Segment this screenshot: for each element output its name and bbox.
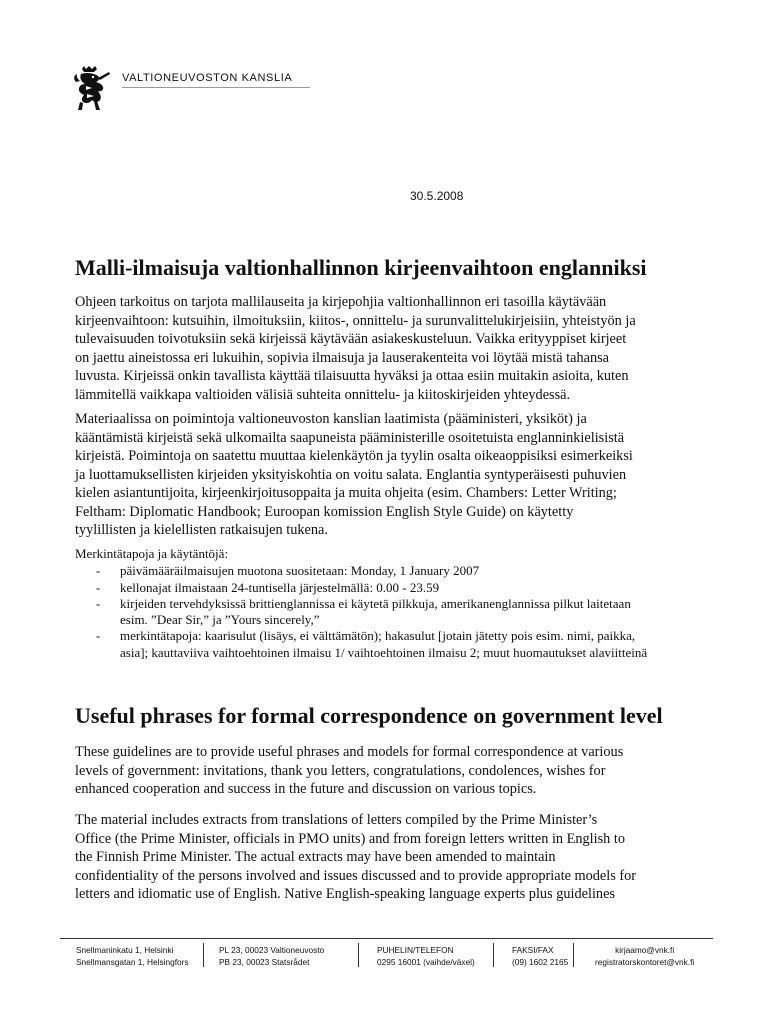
conventions-block <box>75 546 725 661</box>
english-paragraph-1 <box>75 743 715 799</box>
conventions-list <box>75 563 725 661</box>
text-line: lämmitellä vaikkapa valtioiden välisiä suhteita onnittelu- ja kiitoskirjeiden yhteydessä. <box>75 386 571 403</box>
footer-divider <box>358 943 359 967</box>
list-item <box>75 563 725 579</box>
list-item <box>75 628 725 661</box>
footer-postal-sv: PB 23, 00023 Statsrådet <box>219 956 310 967</box>
footer-fax-label: FAKSI/FAX <box>512 945 554 955</box>
footer-address-sv: Snellmansgatan 1, Helsingfors <box>76 956 189 967</box>
document-date: 30.5.2008 <box>410 189 464 203</box>
text-line: luvusta. Kirjeissä onkin tavallista käyttää tilaisuutta hyväksi ja ottaa esiin muitakin asioita, kuten <box>75 368 629 384</box>
footer-postal <box>219 945 324 968</box>
finnish-paragraph-2 <box>75 410 715 540</box>
list-item-text: kellonajat ilmaistaan 24-tuntisella järjestelmällä: 0.00 - 23.59 <box>120 579 440 595</box>
footer-phone <box>377 945 475 968</box>
english-paragraph-2 <box>75 811 715 904</box>
footer-email-fi[interactable]: kirjaamo@vnk.fi <box>615 945 675 955</box>
text-line: levels of government: invitations, thank you letters, congratulations, condolences, wishes for <box>75 762 606 779</box>
text-line: letters and idiomatic use of English. Native English-speaking language experts plus guidelines <box>75 886 615 902</box>
text-line: the Finnish Prime Minister. The actual extracts may have been amended to maintain <box>75 849 556 865</box>
text-line: Materiaalissa on poimintoja valtioneuvoston kanslian laatimista (pääministeri, yksiköt) ja <box>75 411 587 427</box>
list-item <box>75 580 725 596</box>
footer-divider <box>203 943 204 967</box>
footer-fax <box>512 945 568 968</box>
list-dash: - <box>96 563 101 579</box>
list-item-text: esim. ”Dear Sir,” ja ”Yours sincerely,” <box>120 612 320 628</box>
conventions-heading: Merkintätapoja ja käytäntöjä: <box>75 546 229 561</box>
finnish-lion-crest-icon <box>72 66 112 112</box>
list-dash: - <box>96 579 101 595</box>
text-line: on jaettu aineistossa eri lukuihin, sopivia ilmaisuja ja lauserakenteita voi löytää mistä tahansa <box>75 349 610 366</box>
list-dash: - <box>96 595 101 611</box>
list-item-text: päivämääräilmaisujen muotona suositetaan: Monday, 1 January 2007 <box>120 563 480 579</box>
text-line: Office (the Prime Minister, officials in PMO units) and from foreign letters written in English to <box>75 830 626 847</box>
text-line: kielen asiantuntijoita, kirjeenkirjoitusoppaita ja muita ohjeita (esim. Chambers: Letter Writing; <box>75 485 617 501</box>
text-line: These guidelines are to provide useful phrases and models for formal correspondence at various <box>75 744 624 760</box>
text-line: kirjeistä. Poimintoja on saatettu muuttaa kielenkäytön ja tyylin osalta oikeaoppisiksi esimerkeiksi <box>75 448 633 464</box>
text-line: Ohjeen tarkoitus on tarjota mallilauseita ja kirjepohjia valtionhallinnon eri tasoilla käytävään <box>75 294 607 310</box>
footer-divider <box>493 943 494 967</box>
finnish-paragraph-1 <box>75 293 715 404</box>
finnish-title: Malli-ilmaisuja valtionhallinnon kirjeenvaihtoon englanniksi <box>75 255 647 280</box>
text-line: ja luottamuksellisten kirjeiden yksityiskohtia on voitu salata. Englantia syntyperäisesti puhuvien <box>75 466 627 483</box>
footer-address-fi: Snellmaninkatu 1, Helsinki <box>76 945 174 955</box>
footer-address <box>76 945 189 968</box>
organization-name: VALTIONEUVOSTON KANSLIA <box>122 72 293 84</box>
footer-email <box>595 945 694 968</box>
footer-divider <box>573 943 574 967</box>
text-line: The material includes extracts from translations of letters compiled by the Prime Minister’s <box>75 812 598 828</box>
text-line: kääntämistä kirjeistä sekä ulkomailta saapuneista pääministerille osoitetuista englanninkielisistä <box>75 429 625 446</box>
footer-email-sv[interactable]: registratorskontoret@vnk.fi <box>595 956 695 967</box>
text-line: Feltham: Diplomatic Handbook; Euroopan komission English Style Guide) on käytetty <box>75 503 574 520</box>
footer-phone-value: 0295 16001 (vaihde/växel) <box>377 956 475 967</box>
text-line: confidentiality of the persons involved and issues discussed and to provide appropriate models for <box>75 867 637 884</box>
text-line: kirjeenvaihtoon: kutsuihin, ilmoituksiin, kiitos-, onnittelu- ja surunvalittelukirjeisiin, yhteistyön ja <box>75 312 636 329</box>
list-item-text: kirjeiden tervehdyksissä brittienglannissa ei käytetä pilkkuja, amerikanenglannissa pilkut laitetaan <box>120 595 631 611</box>
english-title: Useful phrases for formal correspondence on government level <box>75 703 663 728</box>
list-item-text: asia]; kauttaviiva vaihtoehtoinen ilmaisu 1/ vaihtoehtoinen ilmaisu 2; muut huomautukset alaviitteinä <box>120 644 648 660</box>
list-item <box>75 596 725 629</box>
text-line: enhanced cooperation and success in the future and discussion on various topics. <box>75 781 537 797</box>
footer-fax-value: (09) 1602 2165 <box>512 956 569 967</box>
text-line: tyylillisten ja kielellisten ratkaisujen tukena. <box>75 522 328 538</box>
list-item-text: merkintätapoja: kaarisulut (lisäys, ei välttämätön); hakasulut [jotain jätetty pois esim. nimi, paikka, <box>120 628 636 644</box>
footer-postal-fi: PL 23, 00023 Valtioneuvosto <box>219 945 325 955</box>
list-dash: - <box>96 628 101 644</box>
footer-rule <box>60 938 713 939</box>
footer-phone-label: PUHELIN/TELEFON <box>377 945 454 955</box>
header-rule <box>122 87 310 88</box>
text-line: tulevaisuuden toivotuksiin sekä kirjeissä käytävään asiakeskusteluun. Vaikka erityyppiset kirjeet <box>75 331 627 347</box>
